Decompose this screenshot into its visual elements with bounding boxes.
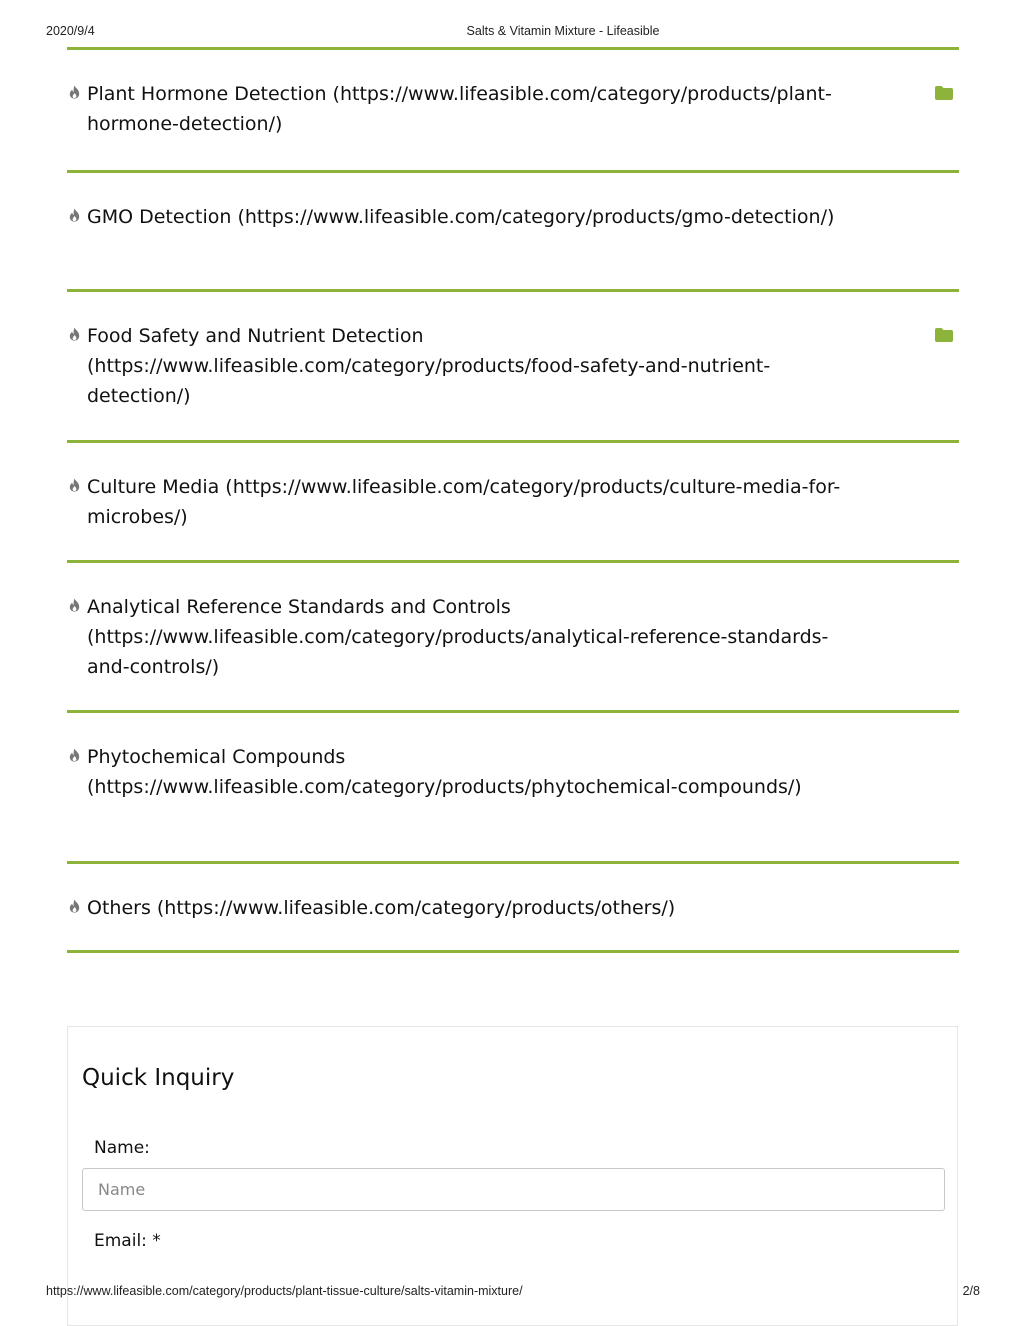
- category-item-others[interactable]: [67, 864, 959, 953]
- category-link[interactable]: Culture Media (https://www.lifeasible.com/category/products/culture-media-for-microbes/): [87, 476, 841, 528]
- category-link[interactable]: Others (https://www.lifeasible.com/category/products/others/): [87, 897, 676, 919]
- inquiry-heading: Quick Inquiry: [82, 1065, 235, 1091]
- print-header: [0, 24, 1024, 42]
- name-input[interactable]: [82, 1168, 945, 1211]
- flame-icon: [67, 597, 82, 613]
- print-date: 2020/9/4: [46, 24, 95, 38]
- flame-icon: [67, 747, 82, 763]
- print-footer: [0, 1284, 1024, 1302]
- category-link[interactable]: Analytical Reference Standards and Controls (https://www.lifeasible.com/category/products/analytical-reference-standards-and-controls/): [87, 596, 829, 678]
- category-list: [67, 47, 959, 953]
- flame-icon: [67, 326, 82, 342]
- category-item-analytical-reference[interactable]: [67, 563, 959, 713]
- category-item-phytochemical[interactable]: [67, 713, 959, 864]
- print-url: https://www.lifeasible.com/category/products/plant-tissue-culture/salts-vitamin-mixture/: [46, 1284, 523, 1298]
- category-link[interactable]: GMO Detection (https://www.lifeasible.com/category/products/gmo-detection/): [87, 206, 835, 228]
- folder-icon[interactable]: [935, 328, 953, 342]
- folder-icon[interactable]: [935, 86, 953, 100]
- flame-icon: [67, 477, 82, 493]
- flame-icon: [67, 898, 82, 914]
- flame-icon: [67, 84, 82, 100]
- name-label: Name:: [94, 1138, 150, 1158]
- category-link[interactable]: Phytochemical Compounds (https://www.lifeasible.com/category/products/phytochemical-compounds/): [87, 746, 802, 798]
- print-page-title: Salts & Vitamin Mixture - Lifeasible: [466, 24, 660, 38]
- category-item-plant-hormone-detection[interactable]: [67, 50, 959, 173]
- category-item-gmo-detection[interactable]: [67, 173, 959, 292]
- category-item-food-safety[interactable]: [67, 292, 959, 443]
- flame-icon: [67, 207, 82, 223]
- print-page-number: 2/8: [962, 1284, 980, 1298]
- quick-inquiry-form: [67, 1026, 958, 1326]
- category-link[interactable]: Plant Hormone Detection (https://www.lifeasible.com/category/products/plant-hormone-detection/): [87, 83, 832, 135]
- email-label: Email: *: [94, 1231, 161, 1251]
- category-item-culture-media[interactable]: [67, 443, 959, 563]
- category-link[interactable]: Food Safety and Nutrient Detection (https://www.lifeasible.com/category/products/food-safety-and-nutrient-detection/): [87, 325, 771, 407]
